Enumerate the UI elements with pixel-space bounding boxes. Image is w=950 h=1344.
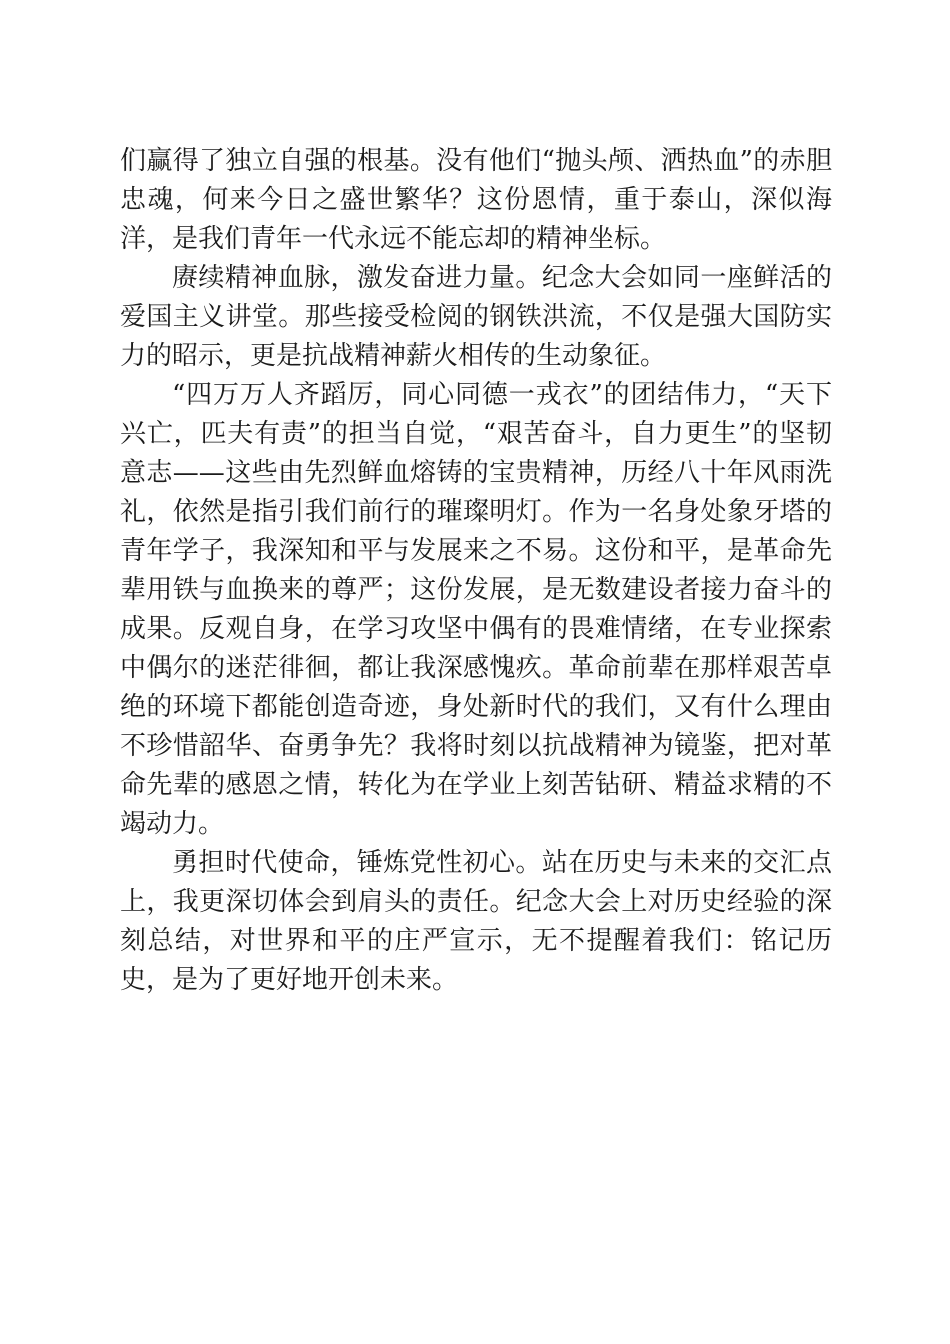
paragraph-era-mission: 勇担时代使命，锤炼党性初心。站在历史与未来的交汇点上，我更深切体会到肩头的责任。纪念大会上对历史经验的深刻总结，对世界和平的庄严宣示，无不提醒着我们：铭记历史，是为了更好地开创未来。 bbox=[120, 848, 832, 995]
paragraph-spirit-bloodline: 赓续精神血脉，激发奋进力量。纪念大会如同一座鲜活的爱国主义讲堂。那些接受检阅的钢铁洪流，不仅是强大国防实力的昭示，更是抗战精神薪火相传的生动象征。 bbox=[120, 263, 832, 371]
document-body bbox=[120, 142, 832, 1000]
paragraph-continuation: 们赢得了独立自强的根基。没有他们“抛头颅、洒热血”的赤胆忠魂，何来今日之盛世繁华？这份恩情，重于泰山，深似海洋，是我们青年一代永远不能忘却的精神坐标。 bbox=[120, 146, 832, 254]
paragraph-unity-strength: “四万万人齐蹈厉，同心同德一戎衣”的团结伟力，“天下兴亡，匹夫有责”的担当自觉，“艰苦奋斗，自力更生”的坚韧意志——这些由先烈鲜血熔铸的宝贵精神，历经八十年风雨洗礼，依然是指引我们前行的璀璨明灯。作为一名身处象牙塔的青年学子，我深知和平与发展来之不易。这份和平，是革命先辈用铁与血换来的尊严；这份发展，是无数建设者接力奋斗的成果。反观自身，在学习攻坚中偶有的畏难情绪，在专业探索中偶尔的迷茫徘徊，都让我深感愧疚。革命前辈在那样艰苦卓绝的环境下都能创造奇迹，身处新时代的我们，又有什么理由不珍惜韶华、奋勇争先？我将时刻以抗战精神为镜鉴，把对革命先辈的感恩之情，转化为在学业上刻苦钻研、精益求精的不竭动力。 bbox=[120, 380, 832, 839]
